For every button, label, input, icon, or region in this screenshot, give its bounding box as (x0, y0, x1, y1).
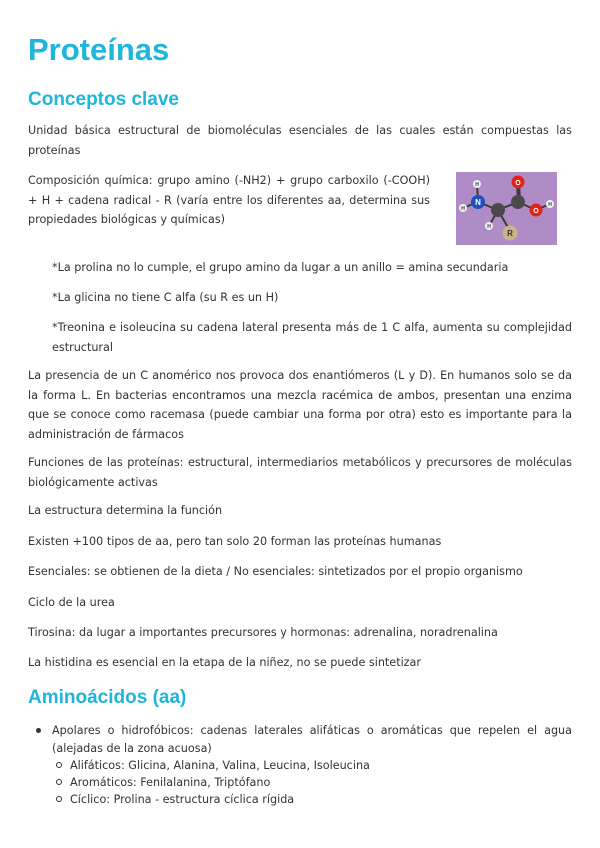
paragraph-esenciales: Esenciales: se obtienen de la dieta / No esenciales: sintetizados por el propio organismo (28, 565, 523, 578)
paragraph-ciclo-urea: Ciclo de la urea (28, 596, 115, 609)
paragraph-histidina: La histidina es esencial en la etapa de la niñez, no se puede sintetizar (28, 656, 422, 669)
sub-list-item-text: Cíclico: Prolina - estructura cíclica rígida (70, 793, 295, 806)
list-item-text: Apolares o hidrofóbicos: cadenas laterales alifáticas o aromáticas que repelen el agua (alejadas de la zona acuosa) (52, 724, 572, 755)
sub-list (52, 757, 572, 808)
section-heading-conceptos-clave: Conceptos clave (28, 89, 179, 110)
sub-list-item-aromaticos (52, 774, 572, 791)
hydrogen-label-left: H (461, 206, 465, 212)
note-treonina-isoleucina: *Treonina e isoleucina su cadena lateral presenta más de 1 C alfa, aumenta su complejidad estructural (52, 321, 572, 354)
hydrogen-label-bottom: H (487, 224, 491, 230)
nitrogen-label: N (475, 198, 481, 207)
carbon-carboxyl-atom (511, 195, 525, 209)
aminoacid-classification-list (28, 722, 572, 808)
sub-list-item-text: Alifáticos: Glicina, Alanina, Valina, Leucina, Isoleucina (70, 759, 370, 772)
bullet-dot (36, 728, 41, 733)
oxygen-label-top: O (515, 180, 521, 187)
paragraph-enantiomeros: La presencia de un C anomérico nos provoca dos enantiómeros (L y D). En humanos solo se da la forma L. En bacterias encontramos una mezcla racémica de ambos, presentan una enzima que se conoce como racemasa (puede cambiar una forma por otra) esto es importante para la administración de fármacos (28, 369, 572, 441)
paragraph-unidad-basica: Unidad básica estructural de biomoléculas esenciales de las cuales están compuestas las proteínas (28, 124, 572, 157)
paragraph-funciones: Funciones de las proteínas: estructural, intermediarios metabólicos y precursores de moléculas biológicamente activas (28, 456, 572, 489)
paragraph-tipos-aa: Existen +100 tipos de aa, pero tan solo 20 forman las proteínas humanas (28, 535, 442, 548)
sub-list-item-alifaticos (52, 757, 572, 774)
page-title: Proteínas (28, 32, 170, 67)
paragraph-composicion-quimica: Composición química: grupo amino (-NH2) + grupo carboxilo (-COOH) + H + cadena radical - R (varía entre los diferentes aa, determina sus propiedades biológicas y químicas) (28, 174, 430, 226)
sub-list-item-text: Aromáticos: Fenilalanina, Triptófano (70, 776, 271, 789)
bullet-circle (56, 779, 62, 785)
bullet-circle (56, 796, 62, 802)
carbon-alpha-atom (491, 203, 505, 217)
note-prolina: *La prolina no lo cumple, el grupo amino da lugar a un anillo = amina secundaria (52, 261, 509, 274)
paragraph-tirosina: Tirosina: da lugar a importantes precursores y hormonas: adrenalina, noradrenalina (28, 626, 498, 639)
section-heading-aminoacidos: Aminoácidos (aa) (28, 687, 187, 708)
bullet-circle (56, 762, 62, 768)
note-glicina: *La glicina no tiene C alfa (su R es un H) (52, 291, 279, 304)
radical-label: R (507, 229, 513, 238)
hydrogen-label-top: H (475, 182, 479, 188)
hydrogen-label-right: H (548, 202, 552, 208)
amino-acid-molecule-image (456, 172, 557, 245)
paragraph-estructura-funcion: La estructura determina la función (28, 504, 223, 517)
sub-list-item-ciclico (52, 791, 572, 808)
list-item-apolares (28, 722, 572, 808)
oxygen-label-right: O (533, 208, 539, 215)
